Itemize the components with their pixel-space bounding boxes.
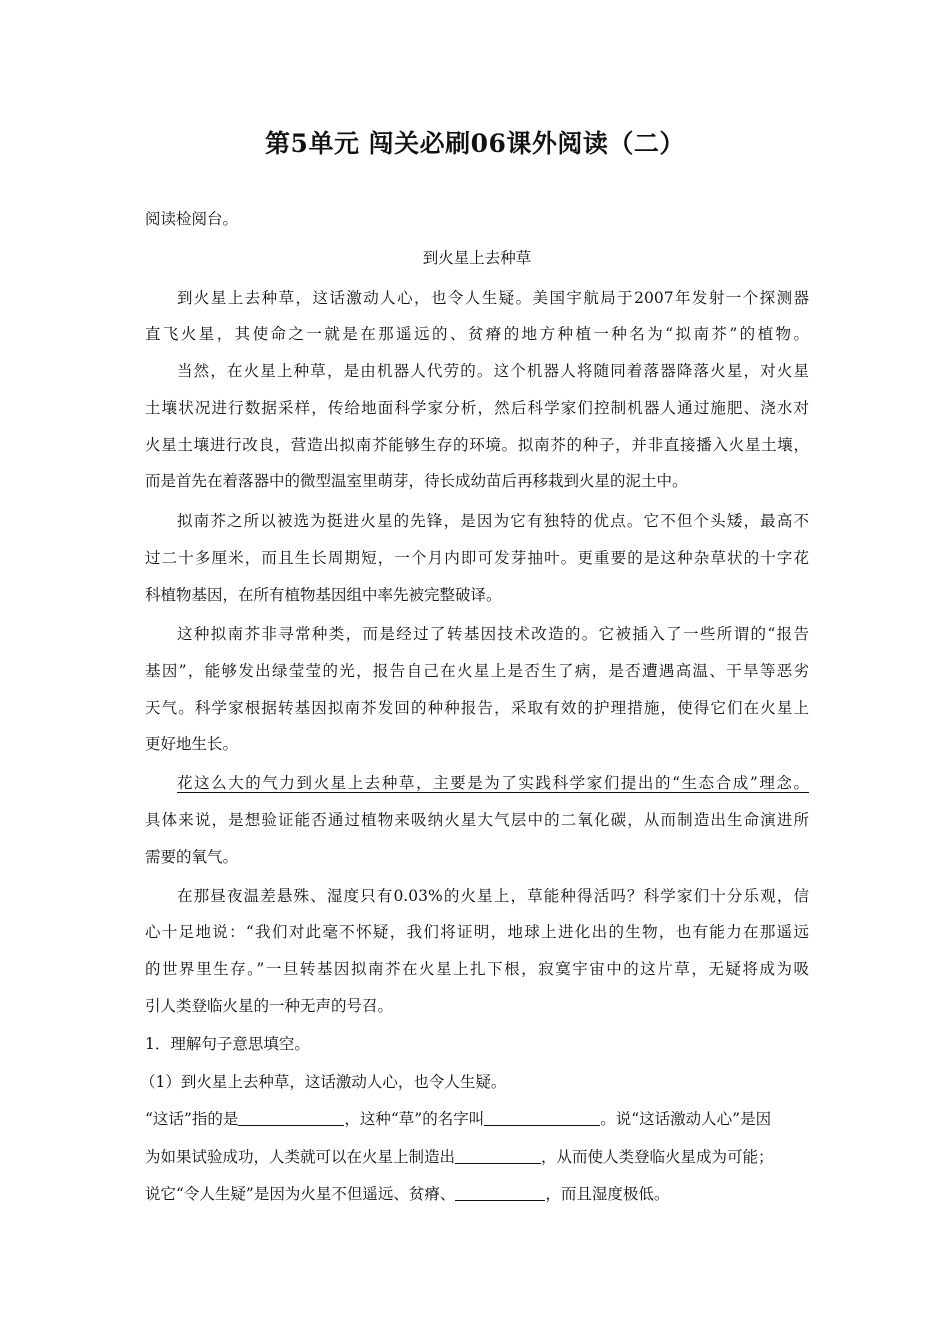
article-line: 过二十多厘米，而且生长周期短，一个月内即可发芽抽叶。更重要的是这种杂草状的十字花	[145, 549, 809, 567]
article-line: 更好地生长。	[145, 735, 239, 753]
article-line: 心十足地说：“我们对此毫不怀疑，我们将证明，地球上进化出的生物，也有能力在那遥远	[145, 923, 809, 941]
fill-text: 说它“令人生疑”是因为火星不但遥远、贫瘠、	[145, 1185, 456, 1203]
answer-blank[interactable]	[238, 1109, 344, 1126]
fill-text: ，而且湿度极低。	[545, 1185, 670, 1203]
fill-text: 。说“这话激动人心”是因	[600, 1110, 772, 1128]
article-line: 天气。科学家根据转基因拟南芥发回的种种报告，采取有效的护理措施，使得它们在火星上	[145, 699, 809, 717]
article-line: 而是首先在着落器中的微型温室里萌芽，待长成幼苗后再移栽到火星的泥土中。	[145, 472, 688, 490]
fill-text: ，从而使人类登临火星成为可能；	[541, 1148, 774, 1166]
fill-text: “这话”指的是	[145, 1110, 239, 1128]
article-line: 具体来说，是想验证能否通过植物来吸纳火星大气层中的二氧化碳，从而制造出生命演进所	[145, 811, 809, 829]
article-heading: 到火星上去种草	[422, 249, 532, 267]
question-1-sub-1: （1）到火星上去种草，这话激动人心，也令人生疑。	[140, 1073, 507, 1091]
article-line: 需要的氧气。	[145, 848, 239, 866]
fill-text: ，这种“草”的名字叫	[344, 1110, 485, 1128]
article-line: 这种拟南芥非寻常种类，而是经过了转基因技术改造的。它被插入了一些所谓的“报告	[177, 625, 809, 643]
article-line: 火星土壤进行改良，营造出拟南芥能够生存的环境。拟南芥的种子，并非直接播入火星土壤，	[145, 436, 809, 454]
question-1-fill-line-2	[145, 1147, 809, 1167]
page-title: 第5单元 闯关必刷06课外阅读（二）	[265, 129, 685, 158]
article-line: 到火星上去种草，这话激动人心，也令人生疑。美国宇航局于2007年发射一个探测器	[177, 289, 809, 307]
question-1-label: 1．理解句子意思填空。	[145, 1035, 310, 1053]
fill-text: 为如果试验成功，人类就可以在火星上制造出	[145, 1148, 456, 1166]
article-line: 土壤状况进行数据采样，传给地面科学家分析，然后科学家们控制机器人通过施肥、浇水对	[145, 399, 809, 417]
article-line: 直飞火星，其使命之一就是在那遥远的、贫瘠的地方种植一种名为“拟南芥”的植物。	[145, 325, 809, 343]
question-1-fill-line-1	[145, 1109, 809, 1129]
article-line: 当然，在火星上种草，是由机器人代劳的。这个机器人将随同着落器降落火星，对火星	[177, 362, 809, 380]
article-line: 拟南芥之所以被选为挺进火星的先锋，是因为它有独特的优点。它不但个头矮，最高不	[177, 512, 809, 530]
article-line: 引人类登临火星的一种无声的号召。	[145, 997, 394, 1015]
question-1-fill-line-3	[145, 1184, 809, 1204]
answer-blank[interactable]	[455, 1147, 541, 1164]
answer-blank[interactable]	[455, 1184, 545, 1201]
article-line: 基因”，能够发出绿莹莹的光，报告自己在火星上是否生了病，是否遭遇高温、干旱等恶劣	[145, 662, 809, 680]
article-line: 的世界里生存。”一旦转基因拟南芥在火星上扎下根，寂寞宇宙中的这片草，无疑将成为吸	[145, 960, 809, 978]
answer-blank[interactable]	[484, 1109, 600, 1126]
article-line: 在那昼夜温差悬殊、湿度只有0.03%的火星上，草能种得活吗？科学家们十分乐观，信	[177, 887, 809, 905]
underlined-sentence: 花这么大的气力到火星上去种草，主要是为了实践科学家们提出的“生态合成”理念。	[177, 774, 809, 792]
intro-text: 阅读检阅台。	[145, 210, 239, 228]
article-line: 科植物基因，在所有植物基因组中率先被完整破译。	[145, 586, 502, 604]
